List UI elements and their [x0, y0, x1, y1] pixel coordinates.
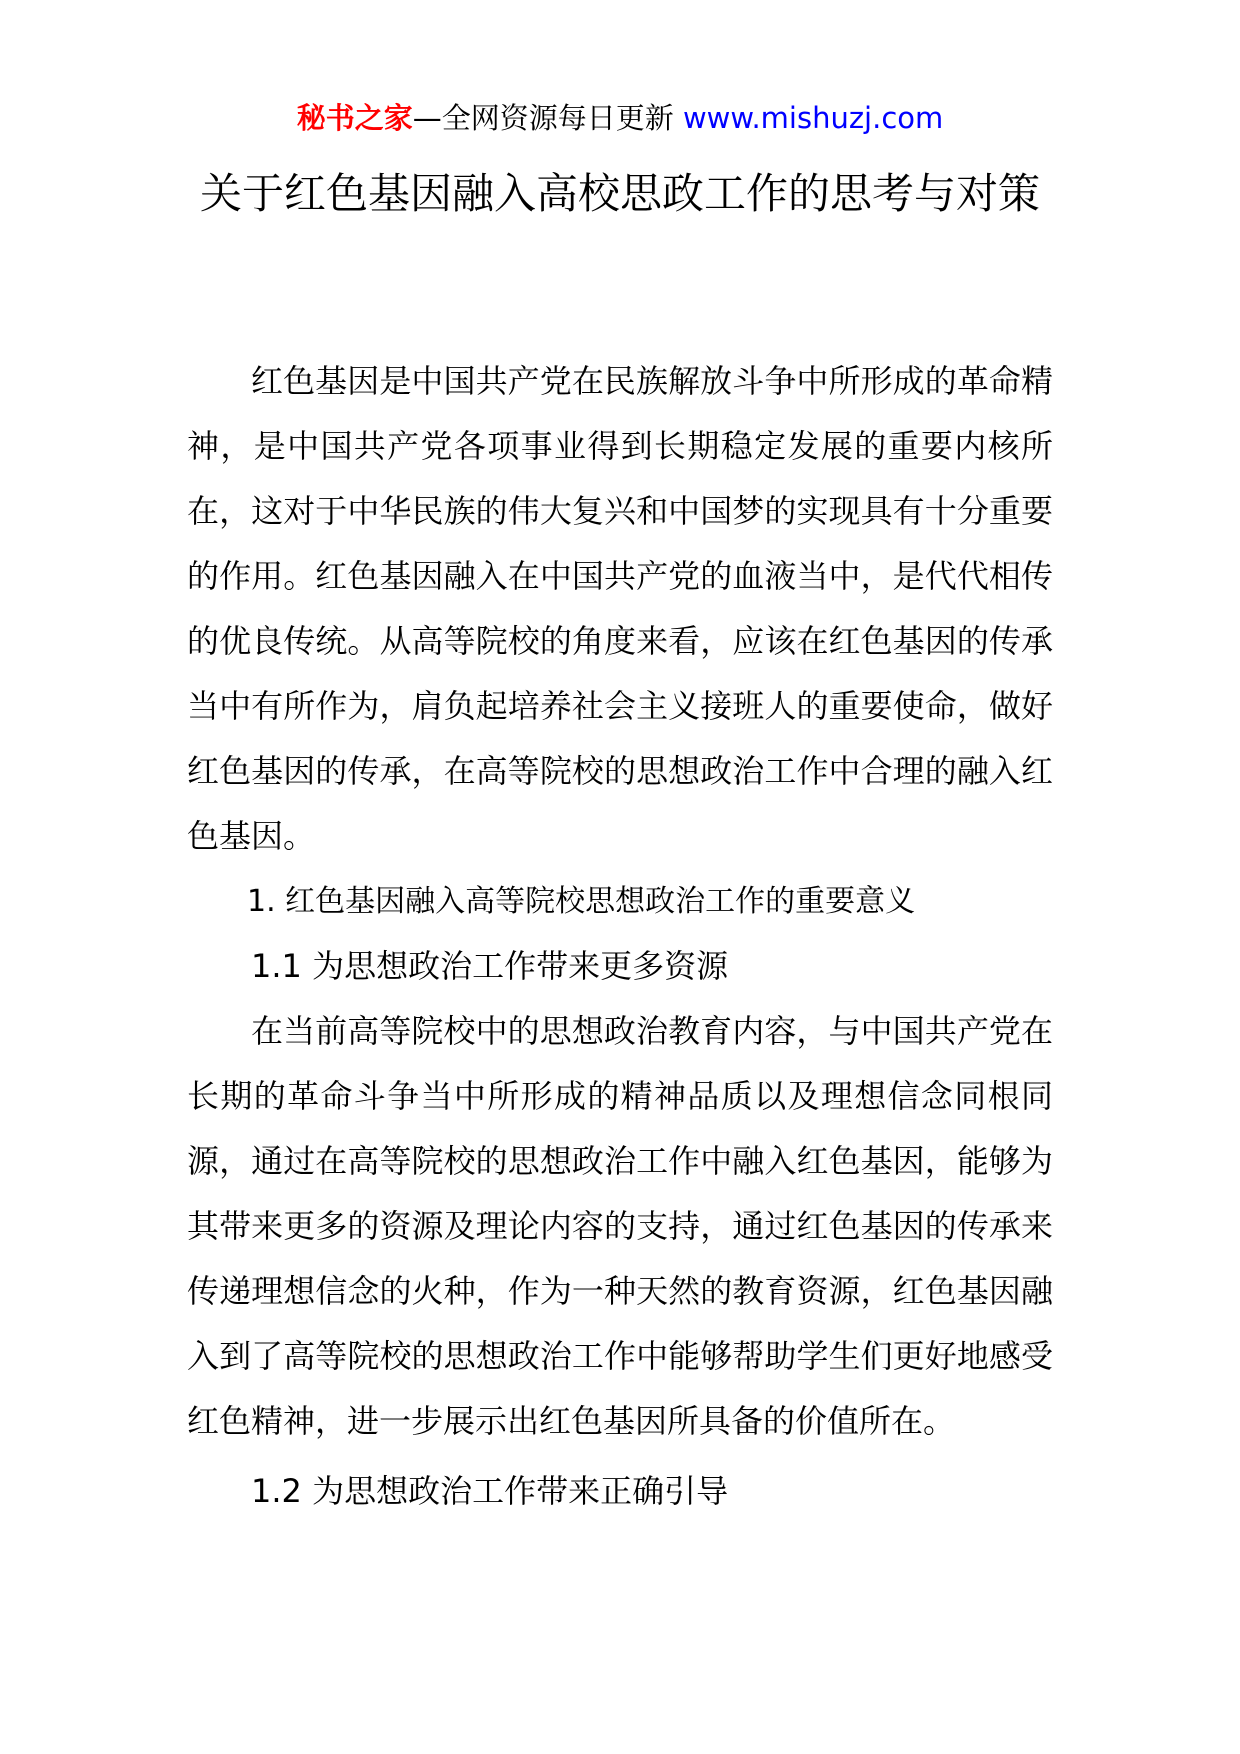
intro-paragraph: 红色基因是中国共产党在民族解放斗争中所形成的革命精神，是中国共产党各项事业得到长期稳定发展的重要内核所在，这对于中华民族的伟大复兴和中国梦的实现具有十分重要的作用。红色基因融入在中国共产党的血液当中，是代代相传的优良传统。从高等院校的角度来看，应该在红色基因的传承当中有所作为，肩负起培养社会主义接班人的重要使命，做好红色基因的传承，在高等院校的思想政治工作中合理的融入红色基因。: [187, 362, 1053, 855]
site-url-link[interactable]: www.mishuzj.com: [682, 101, 944, 135]
body-paragraph-1-1: 在当前高等院校中的思想政治教育内容，与中国共产党在长期的革命斗争当中所形成的精神品质以及理想信念同根同源，通过在高等院校的思想政治工作中融入红色基因，能够为其带来更多的资源及理论内容的支持，通过红色基因的传承来传递理想信念的火种，作为一种天然的教育资源，红色基因融入到了高等院校的思想政治工作中能够帮助学生们更好地感受红色精神，进一步展示出红色基因所具备的价值所在。: [187, 1012, 1053, 1440]
section-heading-1: 1. 红色基因融入高等院校思想政治工作的重要意义: [247, 884, 916, 919]
subsection-heading-1-2: 1.2 为思想政治工作带来正确引导: [251, 1472, 729, 1510]
site-slogan: —全网资源每日更新: [412, 101, 674, 135]
document-title: 关于红色基因融入高校思政工作的思考与对策: [199, 169, 1040, 218]
subsection-heading-1-1: 1.1 为思想政治工作带来更多资源: [251, 947, 729, 985]
site-header: [0, 98, 1240, 138]
site-brand: 秘书之家: [296, 101, 413, 135]
document-body: [187, 349, 1053, 1524]
